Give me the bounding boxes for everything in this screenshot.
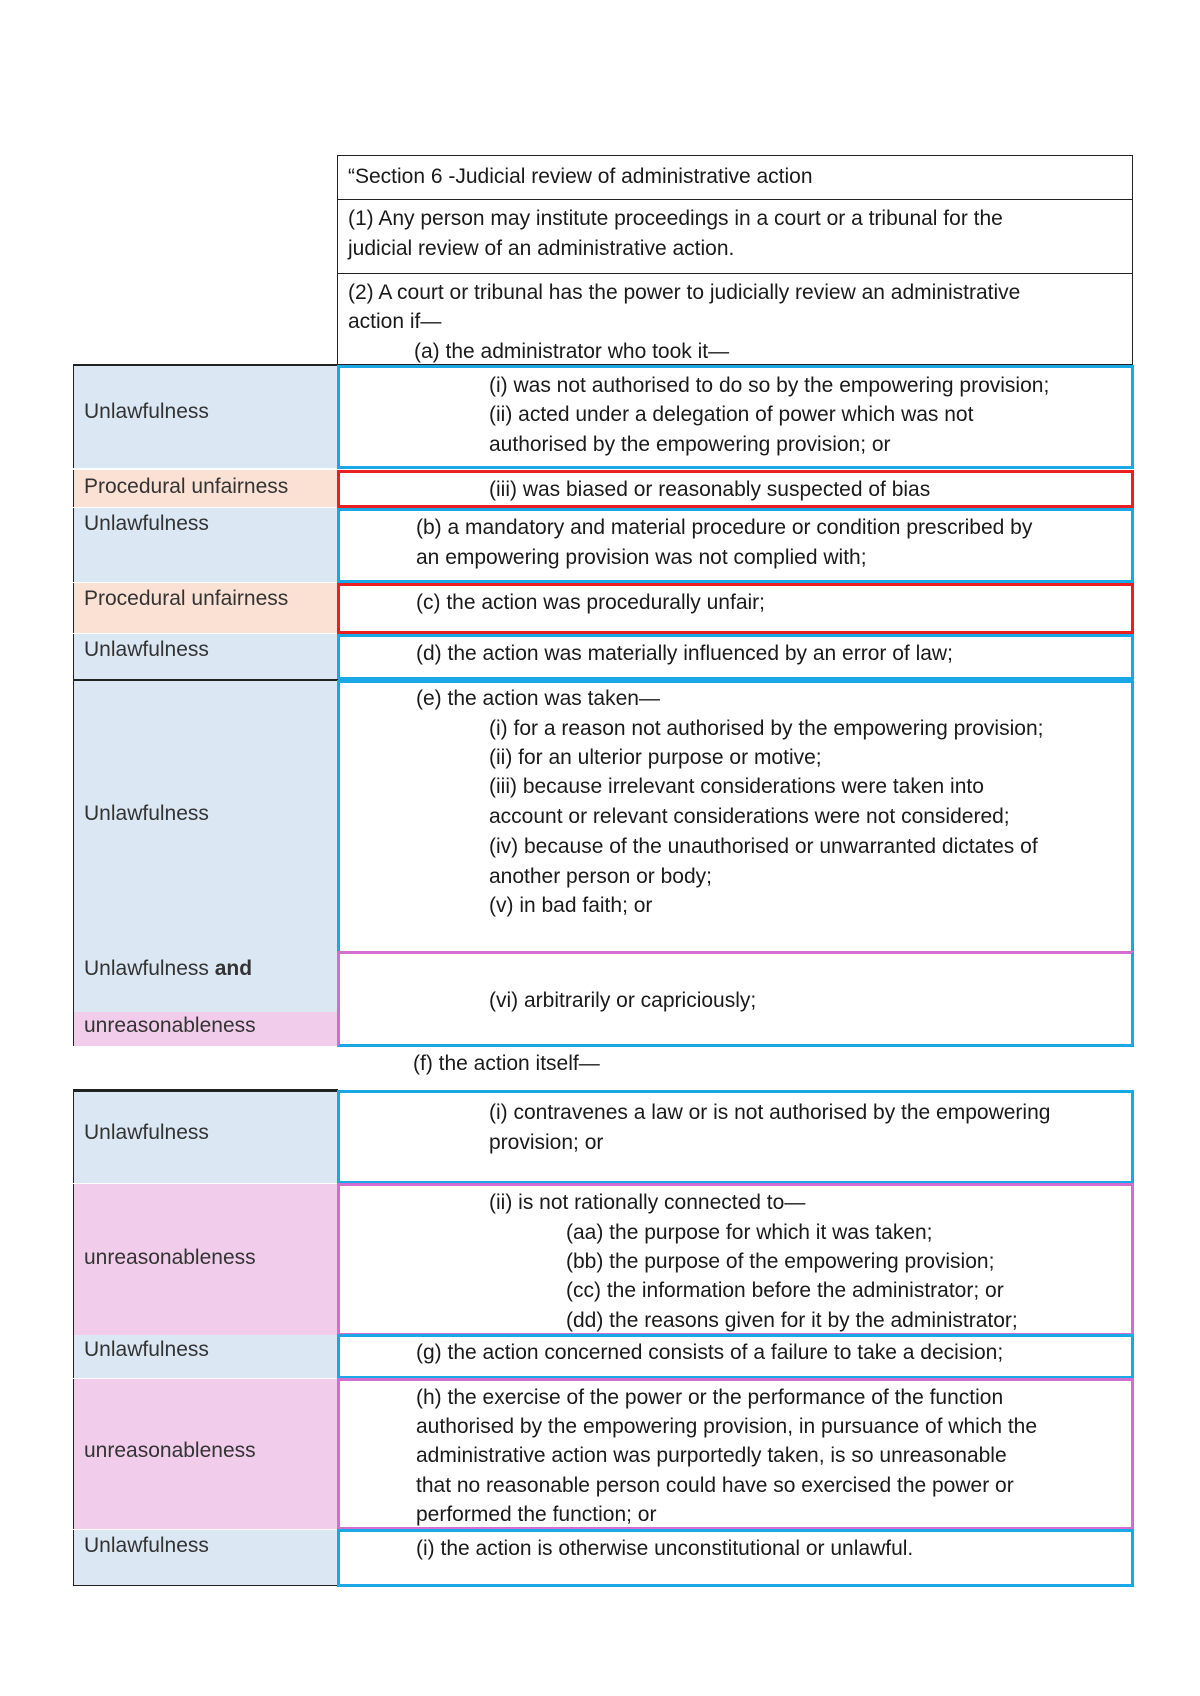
row-f-ii [337, 1183, 1134, 1336]
label-procedural-unfairness: Procedural unfairness [73, 583, 337, 633]
item-h-line-5: performed the function; or [416, 1503, 657, 1526]
row-d [337, 634, 1134, 680]
item-f-aa: (aa) the purpose for which it was taken; [566, 1221, 933, 1244]
label-procedural-unfairness: Procedural unfairness [73, 470, 337, 507]
label-unlawfulness: Unlawfulness [73, 681, 337, 952]
item-e-v: (v) in bad faith; or [489, 894, 653, 917]
item-b-line-1: (b) a mandatory and material procedure or condition prescribed by [416, 516, 1033, 539]
para-1-line-1: (1) Any person may institute proceedings in a court or a tribunal for the [348, 207, 1003, 230]
item-h-line-3: administrative action was purportedly taken, is so unreasonable [416, 1444, 1007, 1467]
item-a-iii: (iii) was biased or reasonably suspected of bias [489, 478, 931, 501]
item-f-cc: (cc) the information before the administrator; or [566, 1279, 1004, 1302]
label-unlawfulness: Unlawfulness [73, 366, 337, 468]
label-unlawfulness: Unlawfulness [73, 1335, 337, 1378]
item-h-line-4: that no reasonable person could have so exercised the power or [416, 1474, 1014, 1497]
label-unlawfulness: Unlawfulness [73, 1092, 337, 1183]
row-g [337, 1334, 1134, 1379]
item-f-bb: (bb) the purpose of the empowering provision; [566, 1250, 995, 1273]
label-unreasonableness: unreasonableness [73, 1184, 337, 1335]
item-e-iv-line-2: another person or body; [489, 865, 712, 888]
para-2-line-2: action if— [348, 310, 442, 333]
row-c [337, 583, 1134, 634]
item-i: (i) the action is otherwise unconstitutional or unlawful. [416, 1537, 914, 1560]
para-1-row [337, 199, 1133, 274]
para-2-row [337, 273, 1133, 365]
item-e: (e) the action was taken— [416, 687, 660, 710]
section-title: “Section 6 -Judicial review of administrative action [348, 165, 813, 188]
label-unlawfulness-and: Unlawfulness and [73, 952, 337, 1012]
item-a-ii-line-1: (ii) acted under a delegation of power which was not [489, 403, 974, 426]
row-a-i-ii [337, 365, 1134, 469]
row-i [337, 1529, 1134, 1587]
item-a-ii-line-2: authorised by the empowering provision; or [489, 433, 891, 456]
row-e-vi [337, 951, 1134, 1047]
item-f-i-line-2: provision; or [489, 1131, 604, 1154]
label-unlawfulness: Unlawfulness [73, 1530, 337, 1586]
row-f-i [337, 1090, 1134, 1184]
item-h-line-1: (h) the exercise of the power or the performance of the function [416, 1386, 1004, 1409]
item-e-ii: (ii) for an ulterior purpose or motive; [489, 746, 822, 769]
label-unreasonableness: unreasonableness [73, 1379, 337, 1529]
section-title-row [337, 155, 1133, 200]
item-f-ii: (ii) is not rationally connected to— [489, 1191, 806, 1214]
item-f-i-line-1: (i) contravenes a law or is not authorised by the empowering [489, 1101, 1051, 1124]
item-a: (a) the administrator who took it— [414, 340, 730, 363]
item-f-dd: (dd) the reasons given for it by the administrator; [566, 1309, 1018, 1332]
row-a-iii [337, 470, 1134, 508]
label-unlawfulness: Unlawfulness [73, 508, 337, 582]
item-c: (c) the action was procedurally unfair; [416, 591, 765, 614]
row-e [337, 680, 1134, 966]
row-h [337, 1378, 1134, 1530]
para-2-line-1: (2) A court or tribunal has the power to judicially review an administrative [348, 281, 1021, 304]
item-e-iii-line-2: account or relevant considerations were not considered; [489, 805, 1010, 828]
item-e-i: (i) for a reason not authorised by the empowering provision; [489, 717, 1044, 740]
item-b-line-2: an empowering provision was not complied with; [416, 546, 867, 569]
label-unlawfulness: Unlawfulness [73, 634, 337, 679]
row-b [337, 508, 1134, 583]
item-e-iv-line-1: (iv) because of the unauthorised or unwarranted dictates of [489, 835, 1038, 858]
item-d: (d) the action was materially influenced by an error of law; [416, 642, 953, 665]
para-1-line-2: judicial review of an administrative action. [348, 237, 735, 260]
item-h-line-2: authorised by the empowering provision, in pursuance of which the [416, 1415, 1038, 1438]
item-a-i: (i) was not authorised to do so by the empowering provision; [489, 374, 1050, 397]
item-g: (g) the action concerned consists of a failure to take a decision; [416, 1341, 1004, 1364]
label-unreasonableness: unreasonableness [73, 1012, 337, 1046]
item-e-iii-line-1: (iii) because irrelevant considerations were taken into [489, 775, 984, 798]
item-e-vi: (vi) arbitrarily or capriciously; [489, 989, 757, 1012]
